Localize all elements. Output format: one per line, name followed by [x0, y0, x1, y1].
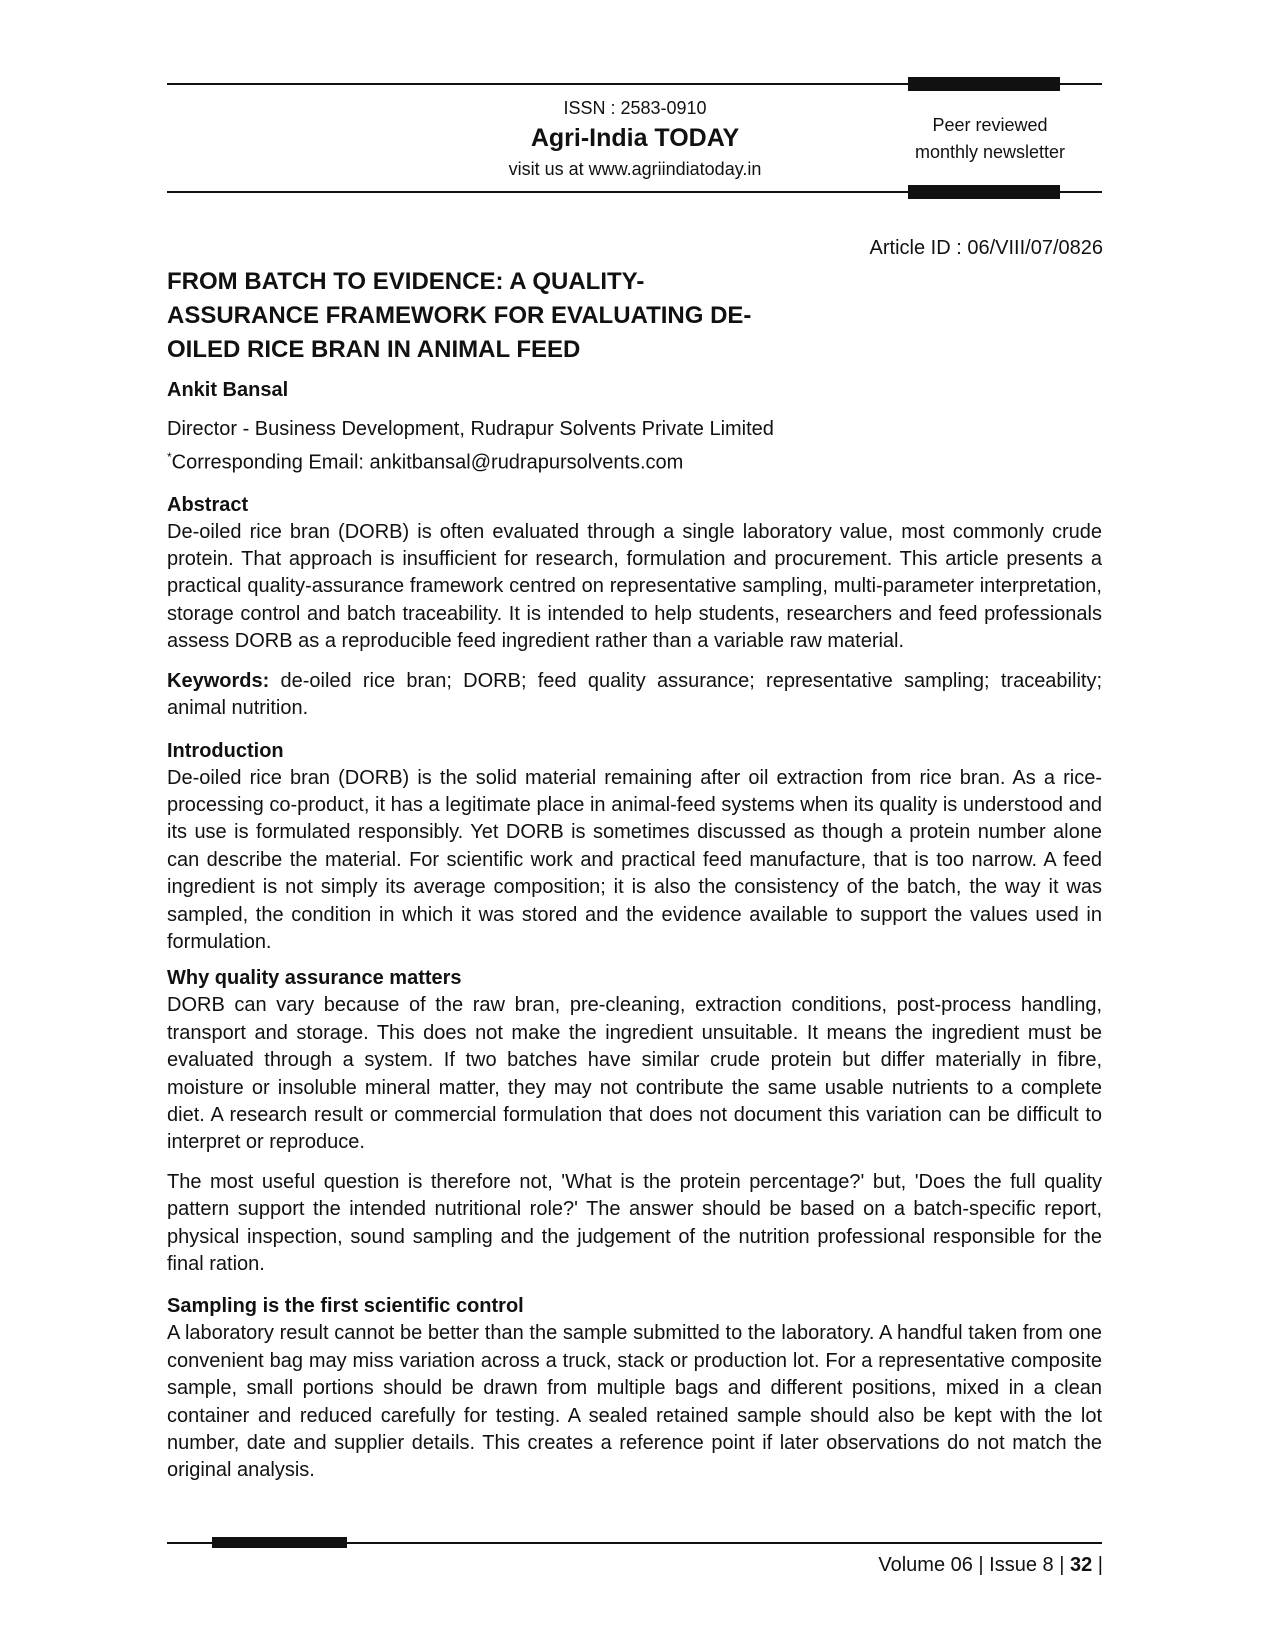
header-bottom-accent-bar — [908, 185, 1060, 199]
abstract-text: De-oiled rice bran (DORB) is often evaluated through a single laboratory value, most commonly crude protein. That approach is insufficient for research, formulation and procurement. This article presents a practical quality-assurance framework centred on representative sampling, multi-parameter interpretation, storage control and batch traceability. It is intended to help students, researchers and feed professionals assess DORB as a reproducible feed ingredient rather than a variable raw material. — [167, 520, 1102, 653]
email-asterisk: * — [167, 450, 172, 464]
journal-name: Agri-India TODAY — [530, 124, 740, 152]
footer-prefix: Volume 06 | Issue 8 | — [878, 1554, 1070, 1576]
keywords-text: de-oiled rice bran; DORB; feed quality assurance; representative sampling; traceability; animal nutrition. — [167, 669, 1102, 720]
keywords — [167, 668, 1102, 723]
footer-volume-issue — [878, 1554, 1103, 1577]
sampling-heading: Sampling is the first scientific control — [167, 1295, 524, 1318]
email-line — [167, 443, 1102, 477]
keywords-label: Keywords: — [167, 669, 270, 692]
header-top-accent-bar — [908, 77, 1060, 91]
corresponding-email: Corresponding Email: ankitbansal@rudrapursolvents.com — [171, 451, 684, 474]
peer-line-2: monthly newsletter — [914, 142, 1066, 162]
why-qa-paragraph-1: DORB can vary because of the raw bran, pre-cleaning, extraction conditions, post-process handling, transport and storage. This does not make the ingredient unsuitable. It means the ingredient must be evaluated through a system. If two batches have similar crude protein but differ materially in fibre, moisture or insoluble mineral matter, they may not contribute the same usable nutrients to a complete diet. A research result or commercial formulation that does not document this variation can be difficult to interpret or reproduce. — [167, 994, 1102, 1154]
masthead — [470, 96, 800, 182]
article-body — [167, 265, 1102, 1485]
why-qa-paragraph-2: The most useful question is therefore not, 'What is the protein percentage?' but, 'Does the full quality pattern support the intended nutritional role?' The answer should be based on a batch-specific report, physical inspection, sound sampling and the judgement of the nutrition professional responsible for the final ration. — [167, 1170, 1102, 1275]
footer-accent-bar — [212, 1537, 347, 1548]
peer-review-note — [880, 112, 1100, 166]
website-line: visit us at www.agriindiatoday.in — [508, 159, 762, 179]
affiliation-line: Director - Business Development, Rudrapur Solvents Private Limited — [167, 418, 774, 440]
author-affiliation — [167, 415, 1102, 477]
article-title: FROM BATCH TO EVIDENCE: A QUALITY-ASSURANCE FRAMEWORK FOR EVALUATING DE-OILED RICE BRAN IN ANIMAL FEED — [167, 268, 752, 363]
issn: ISSN : 2583-0910 — [563, 98, 707, 118]
abstract-heading: Abstract — [167, 493, 249, 516]
why-qa-heading: Why quality assurance matters — [167, 967, 462, 990]
page-number: 32 — [1069, 1554, 1093, 1576]
introduction-heading: Introduction — [167, 739, 284, 762]
sampling-text: A laboratory result cannot be better than the sample submitted to the laboratory. A handful taken from one convenient bag may miss variation across a truck, stack or production lot. For a representative composite sample, small portions should be drawn from multiple bags and different positions, mixed in a clean container and reduced carefully for testing. A sealed retained sample should also be kept with the lot number, date and supplier details. This creates a reference point if later observations do not match the original analysis. — [167, 1322, 1102, 1482]
introduction-text: De-oiled rice bran (DORB) is the solid material remaining after oil extraction from rice bran. As a rice-processing co-product, it has a legitimate place in animal-feed systems when its quality is understood and its use is formulated responsibly. Yet DORB is sometimes discussed as though a protein number alone can describe the material. For scientific work and practical feed manufacture, that is too narrow. A feed ingredient is not simply its average composition; it is also the consistency of the batch, the way it was sampled, the condition in which it was stored and the evidence available to support the values used in formulation. — [167, 766, 1102, 953]
footer-suffix: | — [1092, 1554, 1103, 1576]
author-name: Ankit Bansal — [167, 379, 289, 401]
peer-line-1: Peer reviewed — [932, 115, 1048, 135]
article-id: Article ID : 06/VIII/07/0826 — [869, 237, 1103, 259]
